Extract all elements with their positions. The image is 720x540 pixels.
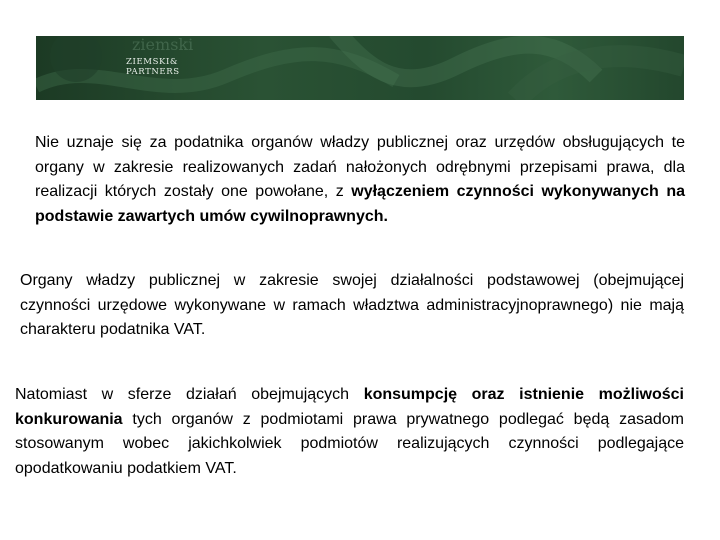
paragraph-2-text: Organy władzy publicznej w zakresie swojej działalności podstawowej (obejmującej czynności urzędowe wykonywane w ramach władztwa administracyjnoprawnego) nie mają charakteru podatnika VAT. [20, 272, 684, 338]
paragraph-3-lead: Natomiast w sferze działań obejmujących [15, 386, 364, 403]
header-banner [36, 36, 684, 100]
paragraph-1 [35, 131, 685, 229]
logo-line-1: ZIEMSKI& [126, 57, 179, 67]
logo-line-2: PARTNERS [126, 67, 180, 77]
paragraph-1-bold: wyłączeniem czynności wykonywanych na podstawie zawartych umów cywilnoprawnych. [35, 183, 686, 225]
banner-watermark: ziemski [132, 36, 194, 54]
paragraph-3 [15, 383, 684, 481]
paragraph-3-tail: tych organów z podmiotami prawa prywatnego podlegać będą zasadom stosowanym wobec jakichkolwiek podmiotów realizujących czynności podlegające opodatkowaniu podatkiem VAT. [15, 410, 684, 477]
paragraph-3-bold: konsumpcję oraz istnienie możliwości konkurowania [15, 386, 685, 428]
company-logo [126, 57, 180, 77]
paragraph-1-text: Nie uznaje się za podatnika organów władzy publicznej oraz urzędów obsługujących te organy w zakresie realizowanych zadań nałożonych odrębnymi przepisami prawa, dla realizacji których zostały one powołane, z [35, 134, 685, 200]
paragraph-2 [20, 269, 684, 343]
